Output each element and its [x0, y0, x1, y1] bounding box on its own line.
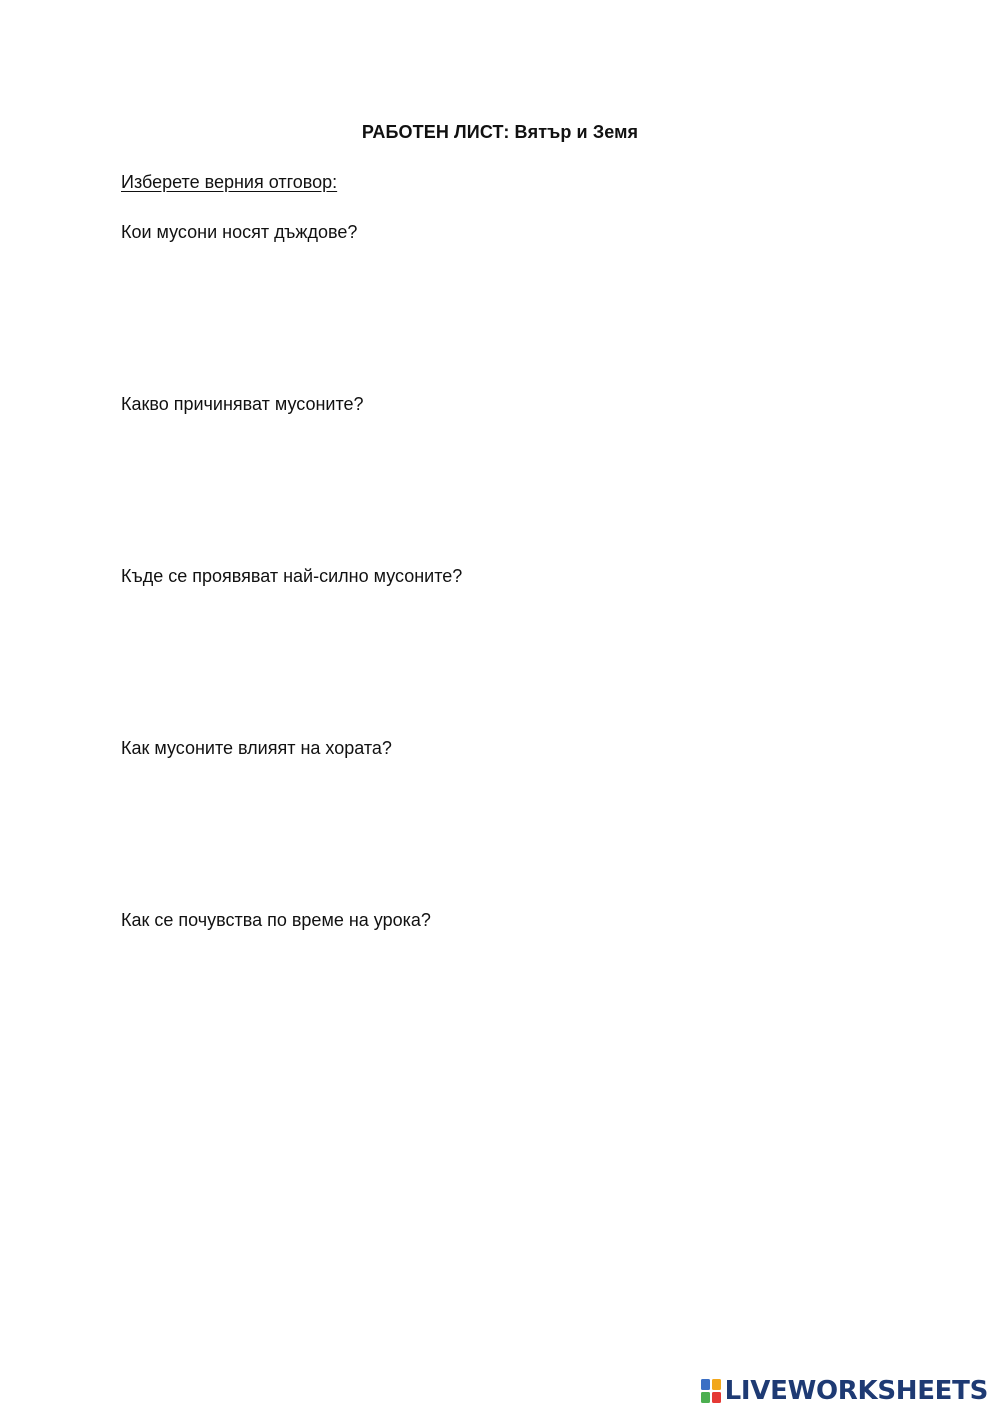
question-5: Как се почувства по време на урока? — [121, 910, 431, 930]
instruction-text: Изберете верния отговор: — [121, 172, 338, 192]
liveworksheets-logo-icon — [700, 1378, 722, 1404]
question-1: Кои мусони носят дъждове? — [121, 222, 358, 242]
question-4: Как мусоните влияят на хората? — [121, 738, 392, 758]
worksheet-title: РАБОТЕН ЛИСТ: Вятър и Земя — [361, 122, 639, 142]
brand-watermark — [700, 1376, 988, 1406]
brand-name: LIVEWORKSHEETS — [724, 1376, 988, 1406]
question-3: Къде се проявяват най-силно мусоните? — [121, 566, 463, 586]
question-2: Какво причиняват мусоните? — [121, 394, 364, 414]
